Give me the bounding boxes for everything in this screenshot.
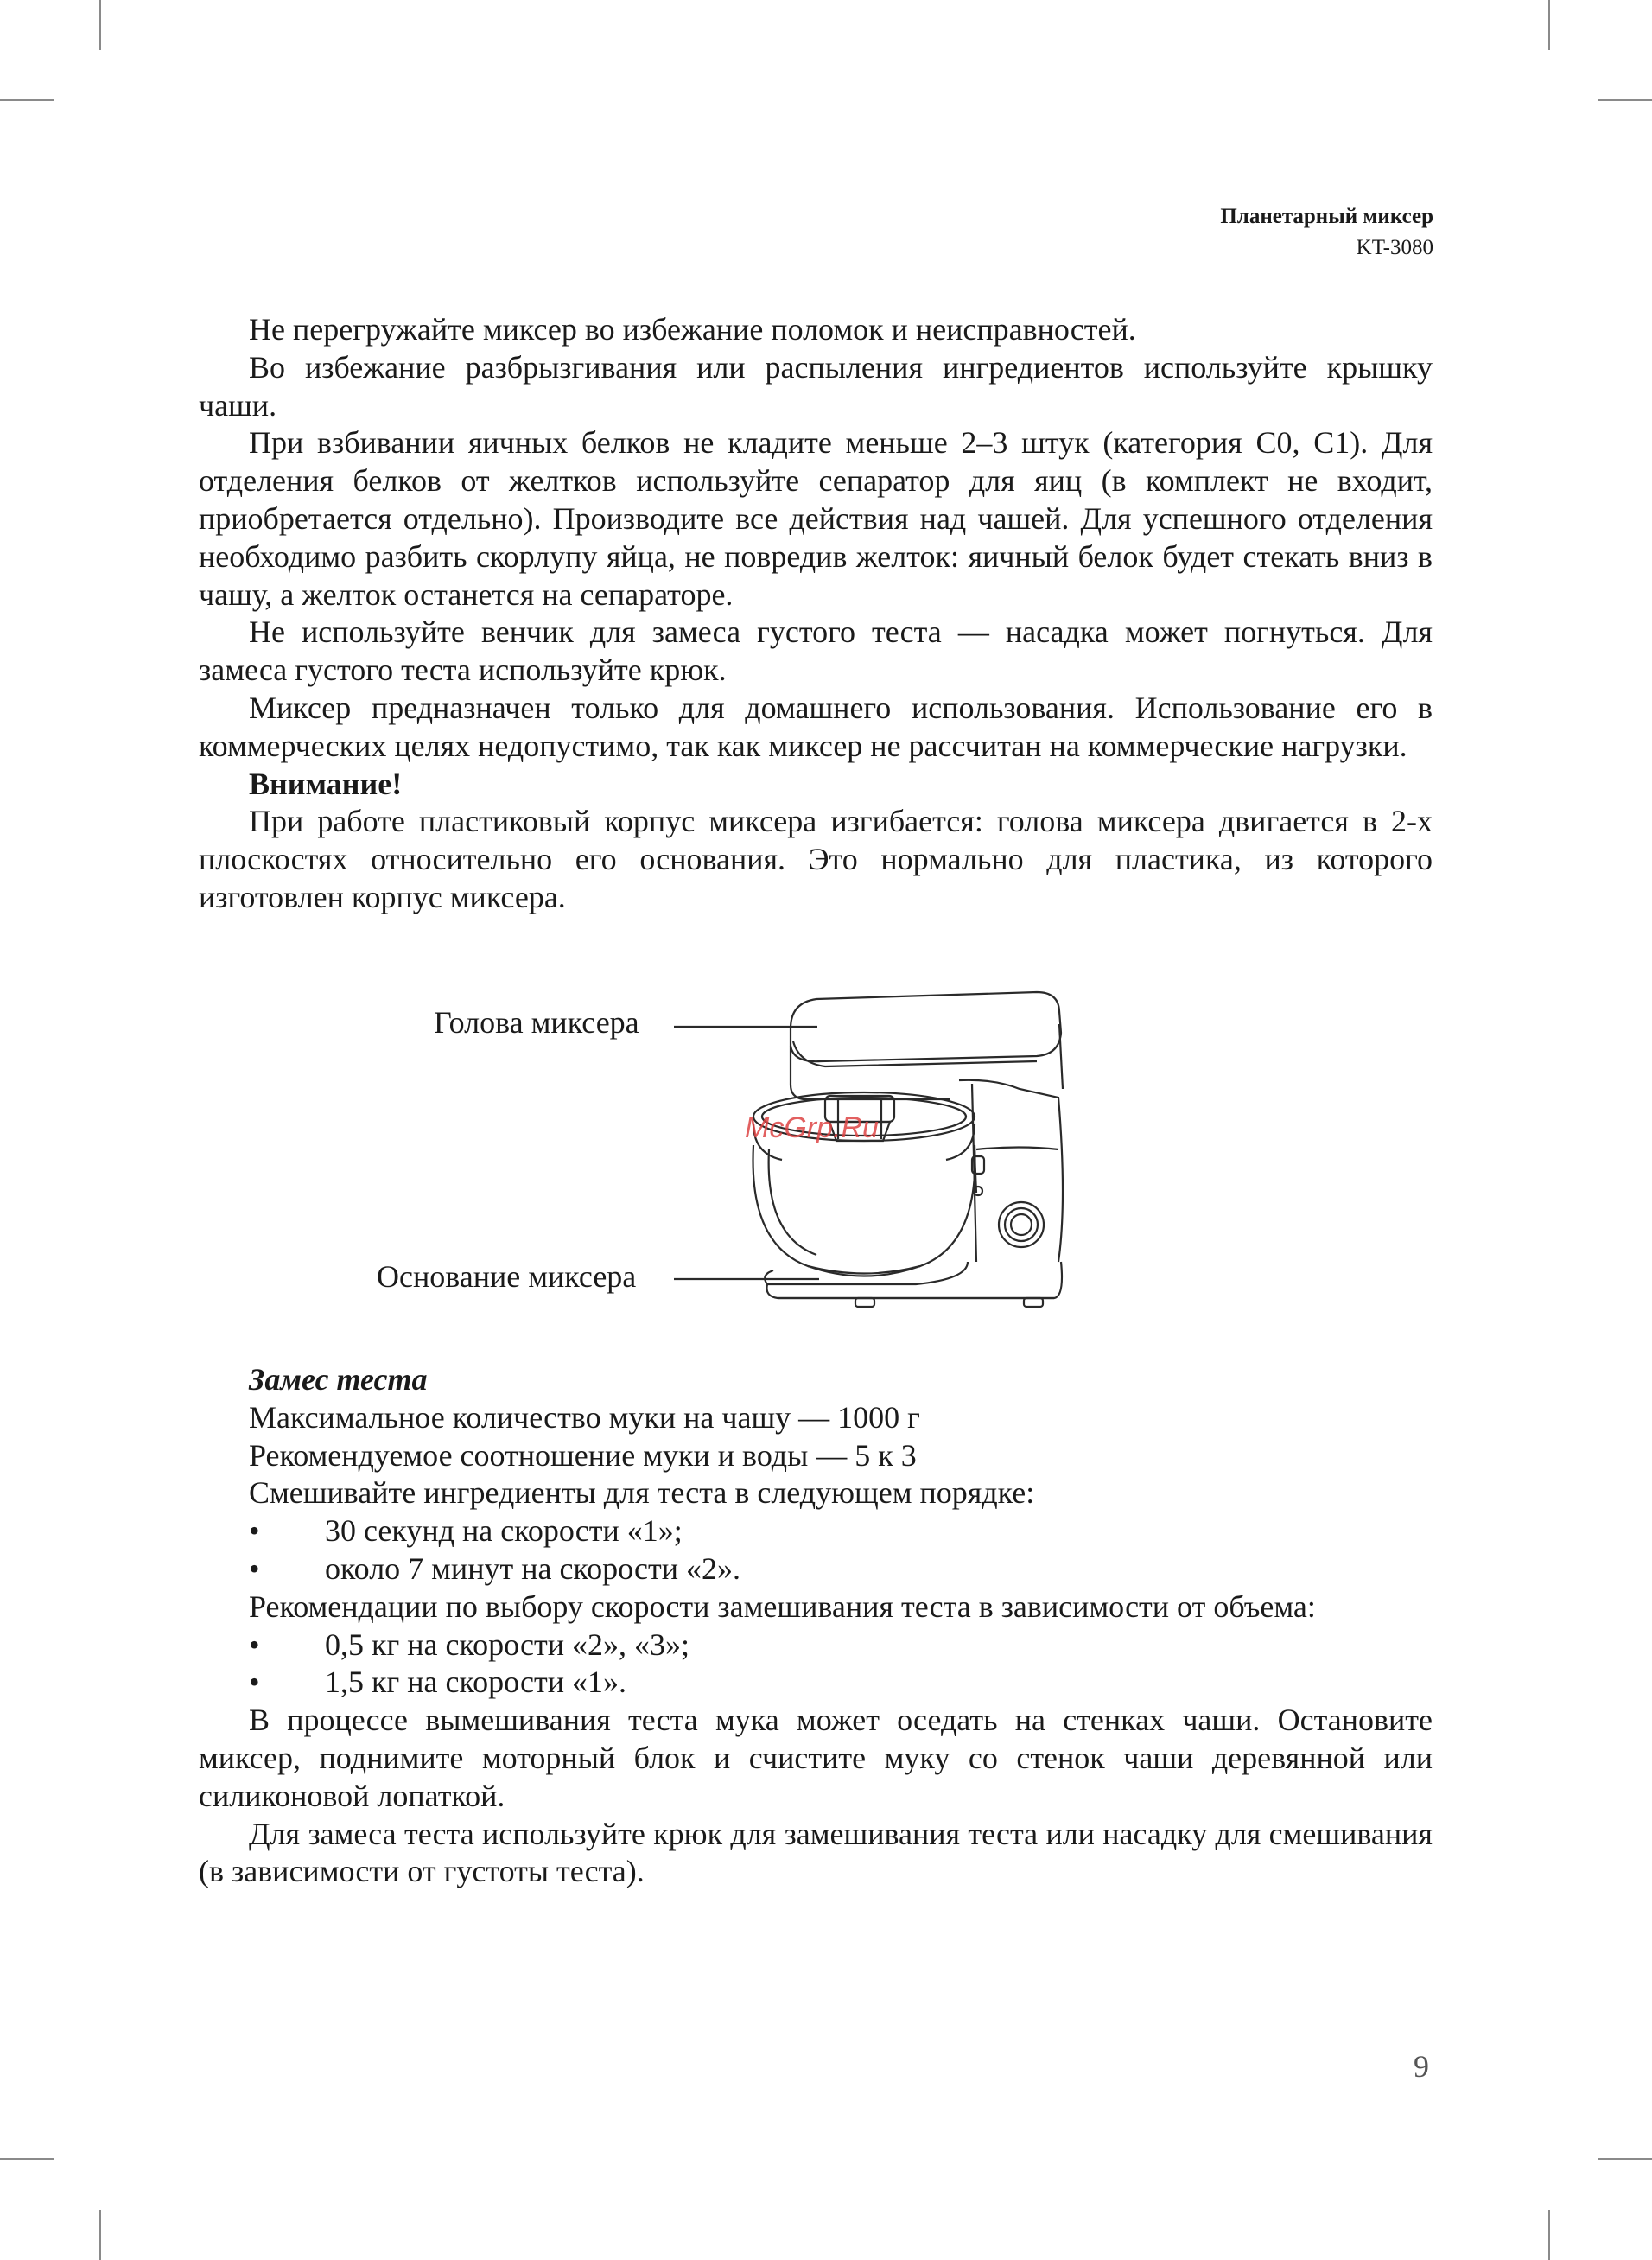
paragraph-egg-whites: При взбивании яичных белков не кладите меньше 2–3 штук (категория С0, С1). Для отделения белков от желтков используйте сепаратор для яиц (в комплект не входит, приобретается отдельно). Производите все действия над чашей. Для успешного отделения необходимо разбить скорлупу яйца, не повредив желток: яичный белок будет стекать вниз в чашу, а желток останется на сепараторе. bbox=[199, 425, 1433, 612]
crop-mark bbox=[1598, 2158, 1652, 2160]
page-number: 9 bbox=[1414, 2049, 1429, 2084]
dough-ratio: Рекомендуемое соотношение муки и воды — 5 к 3 bbox=[249, 1437, 917, 1473]
paragraph-overload: Не перегружайте миксер во избежание поломок и неисправностей. bbox=[249, 312, 1136, 347]
header-model: KT-3080 bbox=[1356, 236, 1433, 259]
paragraph-bowl-cover: Во избежание разбрызгивания или распыления ингредиентов используйте крышку чаши. bbox=[199, 349, 1433, 423]
crop-mark bbox=[99, 2210, 101, 2260]
paragraph-plastic-body: При работе пластиковый корпус миксера изгибается: голова миксера двигается в 2-х плоскостях относительно его основания. Это нормально для пластика, из которого изготовлен корпус миксера. bbox=[199, 804, 1433, 914]
warning-title: Внимание! bbox=[249, 766, 403, 801]
crop-mark bbox=[0, 99, 54, 101]
mixer-bowl bbox=[753, 1145, 975, 1274]
watermark: McGrp.Ru bbox=[745, 1111, 879, 1144]
dough-section bbox=[199, 1361, 1433, 1891]
crop-mark bbox=[99, 0, 101, 50]
paragraph-home-use: Миксер предназначен только для домашнего использования. Использование его в коммерческих целях недопустимо, так как миксер не рассчитан на коммерческие нагрузки. bbox=[199, 690, 1433, 763]
crop-mark bbox=[1598, 99, 1652, 101]
dough-title: Замес теста bbox=[249, 1362, 428, 1397]
label-mixer-base: Основание миксера bbox=[377, 1259, 637, 1294]
dough-max-flour: Максимальное количество муки на чашу — 1000 г bbox=[249, 1399, 920, 1435]
list-item: • 30 секунд на скорости «1»; bbox=[249, 1513, 683, 1549]
crop-mark bbox=[1548, 0, 1550, 50]
mixer-head-top bbox=[791, 992, 1061, 1061]
paragraph-hook: Для замеса теста используйте крюк для замешивания теста или насадку для смешивания (в зависимости от густоты теста). bbox=[199, 1816, 1433, 1889]
dough-speed-intro: Рекомендации по выбору скорости замешивания теста в зависимости от объема: bbox=[249, 1588, 1316, 1624]
mixer-illustration bbox=[0, 977, 1652, 1322]
paragraph-stop-mixer: В процессе вымешивания теста мука может оседать на стенках чаши. Остановите миксер, поднимите моторный блок и счистите муку со стенок чаши деревянной или силиконовой лопаткой. bbox=[199, 1703, 1433, 1813]
list-item: • около 7 минут на скорости «2». bbox=[249, 1550, 740, 1586]
list-item: • 0,5 кг на скорости «2», «3»; bbox=[249, 1627, 690, 1662]
dough-order-intro: Смешивайте ингредиенты для теста в следующем порядке: bbox=[249, 1475, 1035, 1511]
label-mixer-head: Голова миксера bbox=[434, 1005, 639, 1040]
paragraph-whisk: Не используйте венчик для замеса густого теста — насадка может погнуться. Для замеса густого теста используйте крюк. bbox=[199, 614, 1433, 688]
mixer-figure bbox=[0, 977, 1652, 1322]
header-title: Планетарный миксер bbox=[1220, 205, 1433, 228]
upper-text-block bbox=[199, 311, 1433, 917]
crop-mark bbox=[0, 2158, 54, 2160]
crop-mark bbox=[1548, 2210, 1550, 2260]
running-header bbox=[1220, 201, 1433, 264]
list-item: • 1,5 кг на скорости «1». bbox=[249, 1665, 627, 1700]
